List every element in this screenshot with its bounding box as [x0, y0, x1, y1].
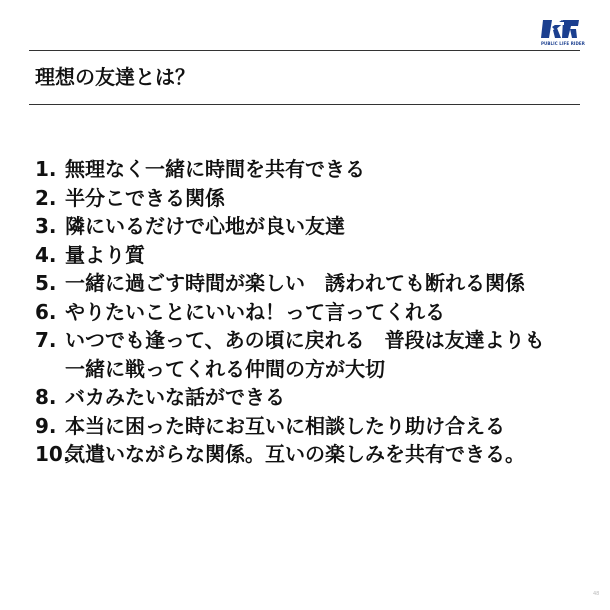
list-item-text [65, 383, 285, 412]
company-logo [541, 18, 585, 46]
list-item-7 [35, 326, 595, 383]
list-item-line: 一緒に過ごす時間が楽しい 誘われても断れる関係 [65, 271, 525, 295]
list-item-9 [35, 412, 595, 441]
list-item-line: 隣にいるだけで心地が良い友達 [65, 214, 345, 238]
kr-logo-mark-icon [541, 18, 581, 40]
list-item-text [65, 412, 505, 441]
list-item-text [65, 212, 345, 241]
list-item-1 [35, 155, 595, 184]
list-item-10 [35, 440, 595, 469]
list-item-text [65, 298, 445, 327]
list-item-line: 無理なく一緒に時間を共有できる [65, 157, 365, 181]
list-item-number: 9. [35, 413, 57, 438]
list-item-8 [35, 383, 595, 412]
list-item-6 [35, 298, 595, 327]
list-item-number: 6. [35, 299, 57, 324]
list-item-text [65, 269, 525, 298]
list-item-number: 8. [35, 385, 57, 409]
list-item-number: 10. [35, 442, 71, 466]
page-number: 48 [593, 591, 600, 597]
list-item-number: 7. [35, 328, 57, 352]
list-item-line: 本当に困った時にお互いに相談したり助け合える [65, 413, 505, 438]
list-item-3 [35, 212, 595, 241]
list-item-number: 2. [35, 185, 57, 210]
list-item-line: 気遣いながらな関係。互いの楽しみを共有できる。 [65, 442, 525, 466]
header-bottom-divider [29, 104, 580, 105]
list-item-number: 1. [35, 157, 57, 181]
list-item-line: いつでも逢って、あの頃に戻れる 普段は友達よりも [65, 328, 545, 352]
list-item-number: 4. [35, 242, 57, 267]
list-item-line: 量より質 [65, 242, 145, 267]
list-item-number: 5. [35, 271, 57, 295]
logo-subtext: PUBLIC LIFE RIDER [541, 41, 585, 46]
list-item-line: バカみたいな話ができる [65, 385, 285, 409]
page-title: 理想の友達とは？ [35, 65, 195, 89]
header-top-divider [29, 50, 580, 51]
list-item-line: 半分こできる関係 [65, 185, 225, 210]
list-item-text [65, 184, 225, 213]
list-item-number: 3. [35, 214, 57, 238]
list-item-4 [35, 241, 595, 270]
list-item-text [65, 326, 545, 383]
list-item-text [65, 440, 525, 469]
list-item-2 [35, 184, 595, 213]
friend-ideals-list [35, 155, 595, 469]
list-item-line: 一緒に戦ってくれる仲間の方が大切 [65, 356, 385, 381]
list-item-text [65, 155, 365, 184]
list-item-text [65, 241, 145, 270]
list-item-5 [35, 269, 595, 298]
list-item-line: やりたいことにいいね！って言ってくれる [65, 299, 445, 324]
